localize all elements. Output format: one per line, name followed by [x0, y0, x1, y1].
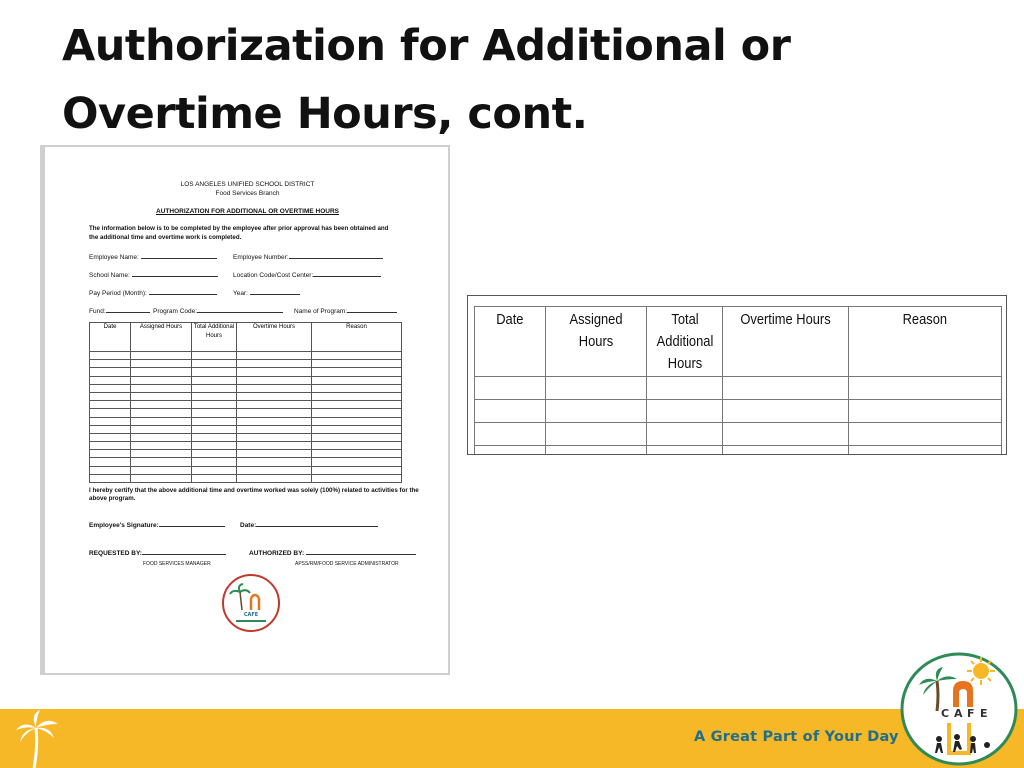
form-table-cell	[312, 458, 402, 466]
form-table-cell	[237, 401, 312, 409]
palm-tree-icon	[14, 706, 62, 768]
form-table-cell	[90, 360, 131, 368]
field-fund: Fund:	[89, 305, 150, 316]
field-employee-name: Employee Name:	[89, 251, 217, 262]
field-date: Date:	[240, 519, 378, 530]
zoomed-table-cell	[849, 446, 1002, 456]
form-table-row	[90, 425, 402, 433]
zoomed-col-total-additional-hours: Total Additional Hours	[647, 307, 723, 377]
form-table-cell	[312, 442, 402, 450]
form-table-cell	[131, 425, 192, 433]
form-hours-table	[89, 322, 402, 483]
form-col-total-additional-hours: Total Additional Hours	[192, 323, 237, 352]
field-program-code: Program Code:	[153, 305, 283, 316]
form-table-cell	[131, 474, 192, 482]
form-table-cell	[131, 368, 192, 376]
form-table-cell	[90, 417, 131, 425]
form-table-cell	[192, 392, 237, 400]
zoomed-table-cell	[647, 377, 723, 400]
form-table-cell	[192, 425, 237, 433]
form-table-cell	[131, 384, 192, 392]
field-requested-by: REQUESTED BY:	[89, 547, 226, 558]
zoomed-table-row	[475, 400, 1002, 423]
requested-title: FOOD SERVICES MANAGER	[143, 561, 211, 567]
form-table-cell	[237, 392, 312, 400]
zoomed-table-cell	[723, 446, 849, 456]
form-table-cell	[237, 450, 312, 458]
form-table-cell	[312, 409, 402, 417]
form-table-row	[90, 458, 402, 466]
sun-icon	[967, 657, 995, 685]
zoomed-table-cell	[546, 446, 647, 456]
zoomed-table-panel	[467, 295, 1007, 455]
form-table-cell	[131, 352, 192, 360]
form-table-cell	[131, 458, 192, 466]
form-certify-line-2: above program.	[89, 495, 136, 502]
form-table-cell	[90, 392, 131, 400]
form-table-cell	[90, 433, 131, 441]
form-table-cell	[192, 466, 237, 474]
form-table-cell	[237, 368, 312, 376]
form-table-cell	[237, 360, 312, 368]
zoomed-table-row	[475, 446, 1002, 456]
zoomed-table-cell	[475, 423, 546, 446]
form-table-cell	[237, 409, 312, 417]
form-table-cell	[90, 376, 131, 384]
form-table-body	[90, 352, 402, 483]
zoomed-table-cell	[849, 423, 1002, 446]
form-table-cell	[192, 450, 237, 458]
form-table-row	[90, 466, 402, 474]
zoomed-table-cell	[475, 377, 546, 400]
field-employee-signature: Employee's Signature:	[89, 519, 225, 530]
form-table-cell	[131, 433, 192, 441]
slide-title	[62, 12, 962, 148]
form-table-cell	[237, 425, 312, 433]
form-district: LOS ANGELES UNIFIED SCHOOL DISTRICT	[180, 181, 315, 188]
field-employee-number: Employee Number:	[233, 251, 383, 262]
zoomed-table-cell	[849, 377, 1002, 400]
form-table-row	[90, 384, 402, 392]
form-table-cell	[90, 466, 131, 474]
form-table-cell	[131, 360, 192, 368]
form-table-row	[90, 409, 402, 417]
form-document-preview	[40, 145, 450, 675]
svg-text:A: A	[954, 707, 963, 720]
form-table-cell	[237, 417, 312, 425]
cafe-logo	[899, 651, 1019, 767]
form-table-row	[90, 352, 402, 360]
form-branch: Food Services Branch	[215, 190, 280, 197]
form-table-cell	[192, 360, 237, 368]
form-table-cell	[90, 450, 131, 458]
field-location-code: Location Code/Cost Center:	[233, 269, 381, 280]
form-table-cell	[90, 442, 131, 450]
form-table-cell	[237, 466, 312, 474]
form-table-cell	[237, 376, 312, 384]
form-table-cell	[312, 401, 402, 409]
form-table-cell	[192, 433, 237, 441]
svg-text:F: F	[967, 707, 975, 720]
zoomed-table-cell	[723, 377, 849, 400]
form-table-row	[90, 368, 402, 376]
zoomed-table-cell	[647, 423, 723, 446]
form-table-cell	[131, 376, 192, 384]
form-table-cell	[90, 384, 131, 392]
form-table-cell	[312, 376, 402, 384]
form-table-cell	[192, 368, 237, 376]
form-table-cell	[192, 474, 237, 482]
form-table-cell	[192, 458, 237, 466]
field-authorized-by: AUTHORIZED BY:	[249, 547, 416, 558]
form-col-assigned-hours: Assigned Hours	[131, 323, 192, 352]
zoomed-table-row	[475, 423, 1002, 446]
form-table-cell	[312, 433, 402, 441]
zoomed-header-row	[475, 307, 1002, 377]
form-table-cell	[192, 442, 237, 450]
form-col-date: Date	[90, 323, 131, 352]
form-table-cell	[90, 409, 131, 417]
zoomed-col-date: Date	[475, 307, 546, 377]
form-table-row	[90, 376, 402, 384]
zoomed-hours-table	[474, 306, 1002, 455]
form-certify-line-1: I hereby certify that the above additional time and overtime worked was solely (100%) related to activities for the	[89, 487, 419, 494]
form-table-cell	[192, 417, 237, 425]
form-intro-line-1: The information below is to be completed by the employee after prior approval has been obtained and	[89, 225, 389, 232]
form-table-cell	[237, 352, 312, 360]
svg-text:E: E	[980, 707, 988, 720]
form-table-cell	[237, 384, 312, 392]
form-intro-line-2: the additional time and overtime work is completed.	[89, 234, 242, 241]
form-table-header-row	[90, 323, 402, 352]
form-table-row	[90, 392, 402, 400]
form-col-reason: Reason	[312, 323, 402, 352]
form-table-cell	[312, 384, 402, 392]
form-table-row	[90, 474, 402, 482]
form-table-cell	[237, 433, 312, 441]
zoomed-table-cell	[546, 400, 647, 423]
form-table-cell	[131, 417, 192, 425]
zoomed-table-cell	[723, 400, 849, 423]
zoomed-table-body	[475, 377, 1002, 456]
zoomed-table-cell	[546, 423, 647, 446]
slide-title-line-2: Overtime Hours, cont.	[62, 89, 588, 139]
form-table-row	[90, 401, 402, 409]
form-table-row	[90, 417, 402, 425]
form-table-cell	[237, 474, 312, 482]
form-table-cell	[192, 352, 237, 360]
zoomed-table-cell	[475, 446, 546, 456]
form-table-cell	[90, 368, 131, 376]
form-table-cell	[312, 392, 402, 400]
field-pay-period: Pay Period (Month):	[89, 287, 217, 298]
zoomed-col-reason: Reason	[849, 307, 1002, 377]
form-table-cell	[90, 401, 131, 409]
field-school-name: School Name:	[89, 269, 218, 280]
form-table-cell	[312, 368, 402, 376]
form-table-cell	[192, 384, 237, 392]
form-table-cell	[312, 466, 402, 474]
form-table-row	[90, 450, 402, 458]
authorized-title: APSS/RM/FOOD SERVICE ADMINISTRATOR	[295, 561, 399, 567]
form-table-cell	[90, 474, 131, 482]
form-table-cell	[312, 352, 402, 360]
form-table-row	[90, 433, 402, 441]
form-table-cell	[312, 360, 402, 368]
zoomed-table-cell	[647, 400, 723, 423]
zoomed-table-cell	[723, 423, 849, 446]
form-table-row	[90, 442, 402, 450]
zoomed-col-assigned-hours: Assigned Hours	[546, 307, 647, 377]
svg-text:C: C	[941, 707, 950, 720]
form-table-cell	[90, 458, 131, 466]
form-col-overtime-hours: Overtime Hours	[237, 323, 312, 352]
form-heading: AUTHORIZATION FOR ADDITIONAL OR OVERTIME HOURS	[156, 208, 339, 215]
form-table-cell	[131, 409, 192, 417]
form-table-cell	[131, 442, 192, 450]
field-name-of-program: Name of Program:	[294, 305, 397, 316]
zoomed-table-cell	[849, 400, 1002, 423]
form-table-cell	[237, 458, 312, 466]
form-table-cell	[192, 409, 237, 417]
form-table-cell	[312, 450, 402, 458]
zoomed-table-row	[475, 377, 1002, 400]
form-table-cell	[312, 425, 402, 433]
zoomed-table-cell	[546, 377, 647, 400]
form-table-cell	[131, 450, 192, 458]
form-table-cell	[90, 352, 131, 360]
zoomed-col-overtime-hours: Overtime Hours	[723, 307, 849, 377]
form-table-cell	[312, 417, 402, 425]
form-table-cell	[131, 401, 192, 409]
form-table-row	[90, 360, 402, 368]
mini-logo-text: CAFE	[243, 612, 259, 618]
slide-title-line-1: Authorization for Additional or	[62, 21, 791, 71]
form-table-cell	[192, 401, 237, 409]
form-table-cell	[131, 466, 192, 474]
zoomed-table-cell	[475, 400, 546, 423]
form-table-cell	[312, 474, 402, 482]
form-table-cell	[131, 392, 192, 400]
field-year: Year:	[233, 287, 300, 298]
footer-tagline: A Great Part of Your Day	[694, 729, 899, 745]
form-table-cell	[90, 425, 131, 433]
zoomed-table-cell	[647, 446, 723, 456]
form-table-cell	[237, 442, 312, 450]
form-cafe-logo	[220, 572, 282, 634]
form-table-cell	[192, 376, 237, 384]
